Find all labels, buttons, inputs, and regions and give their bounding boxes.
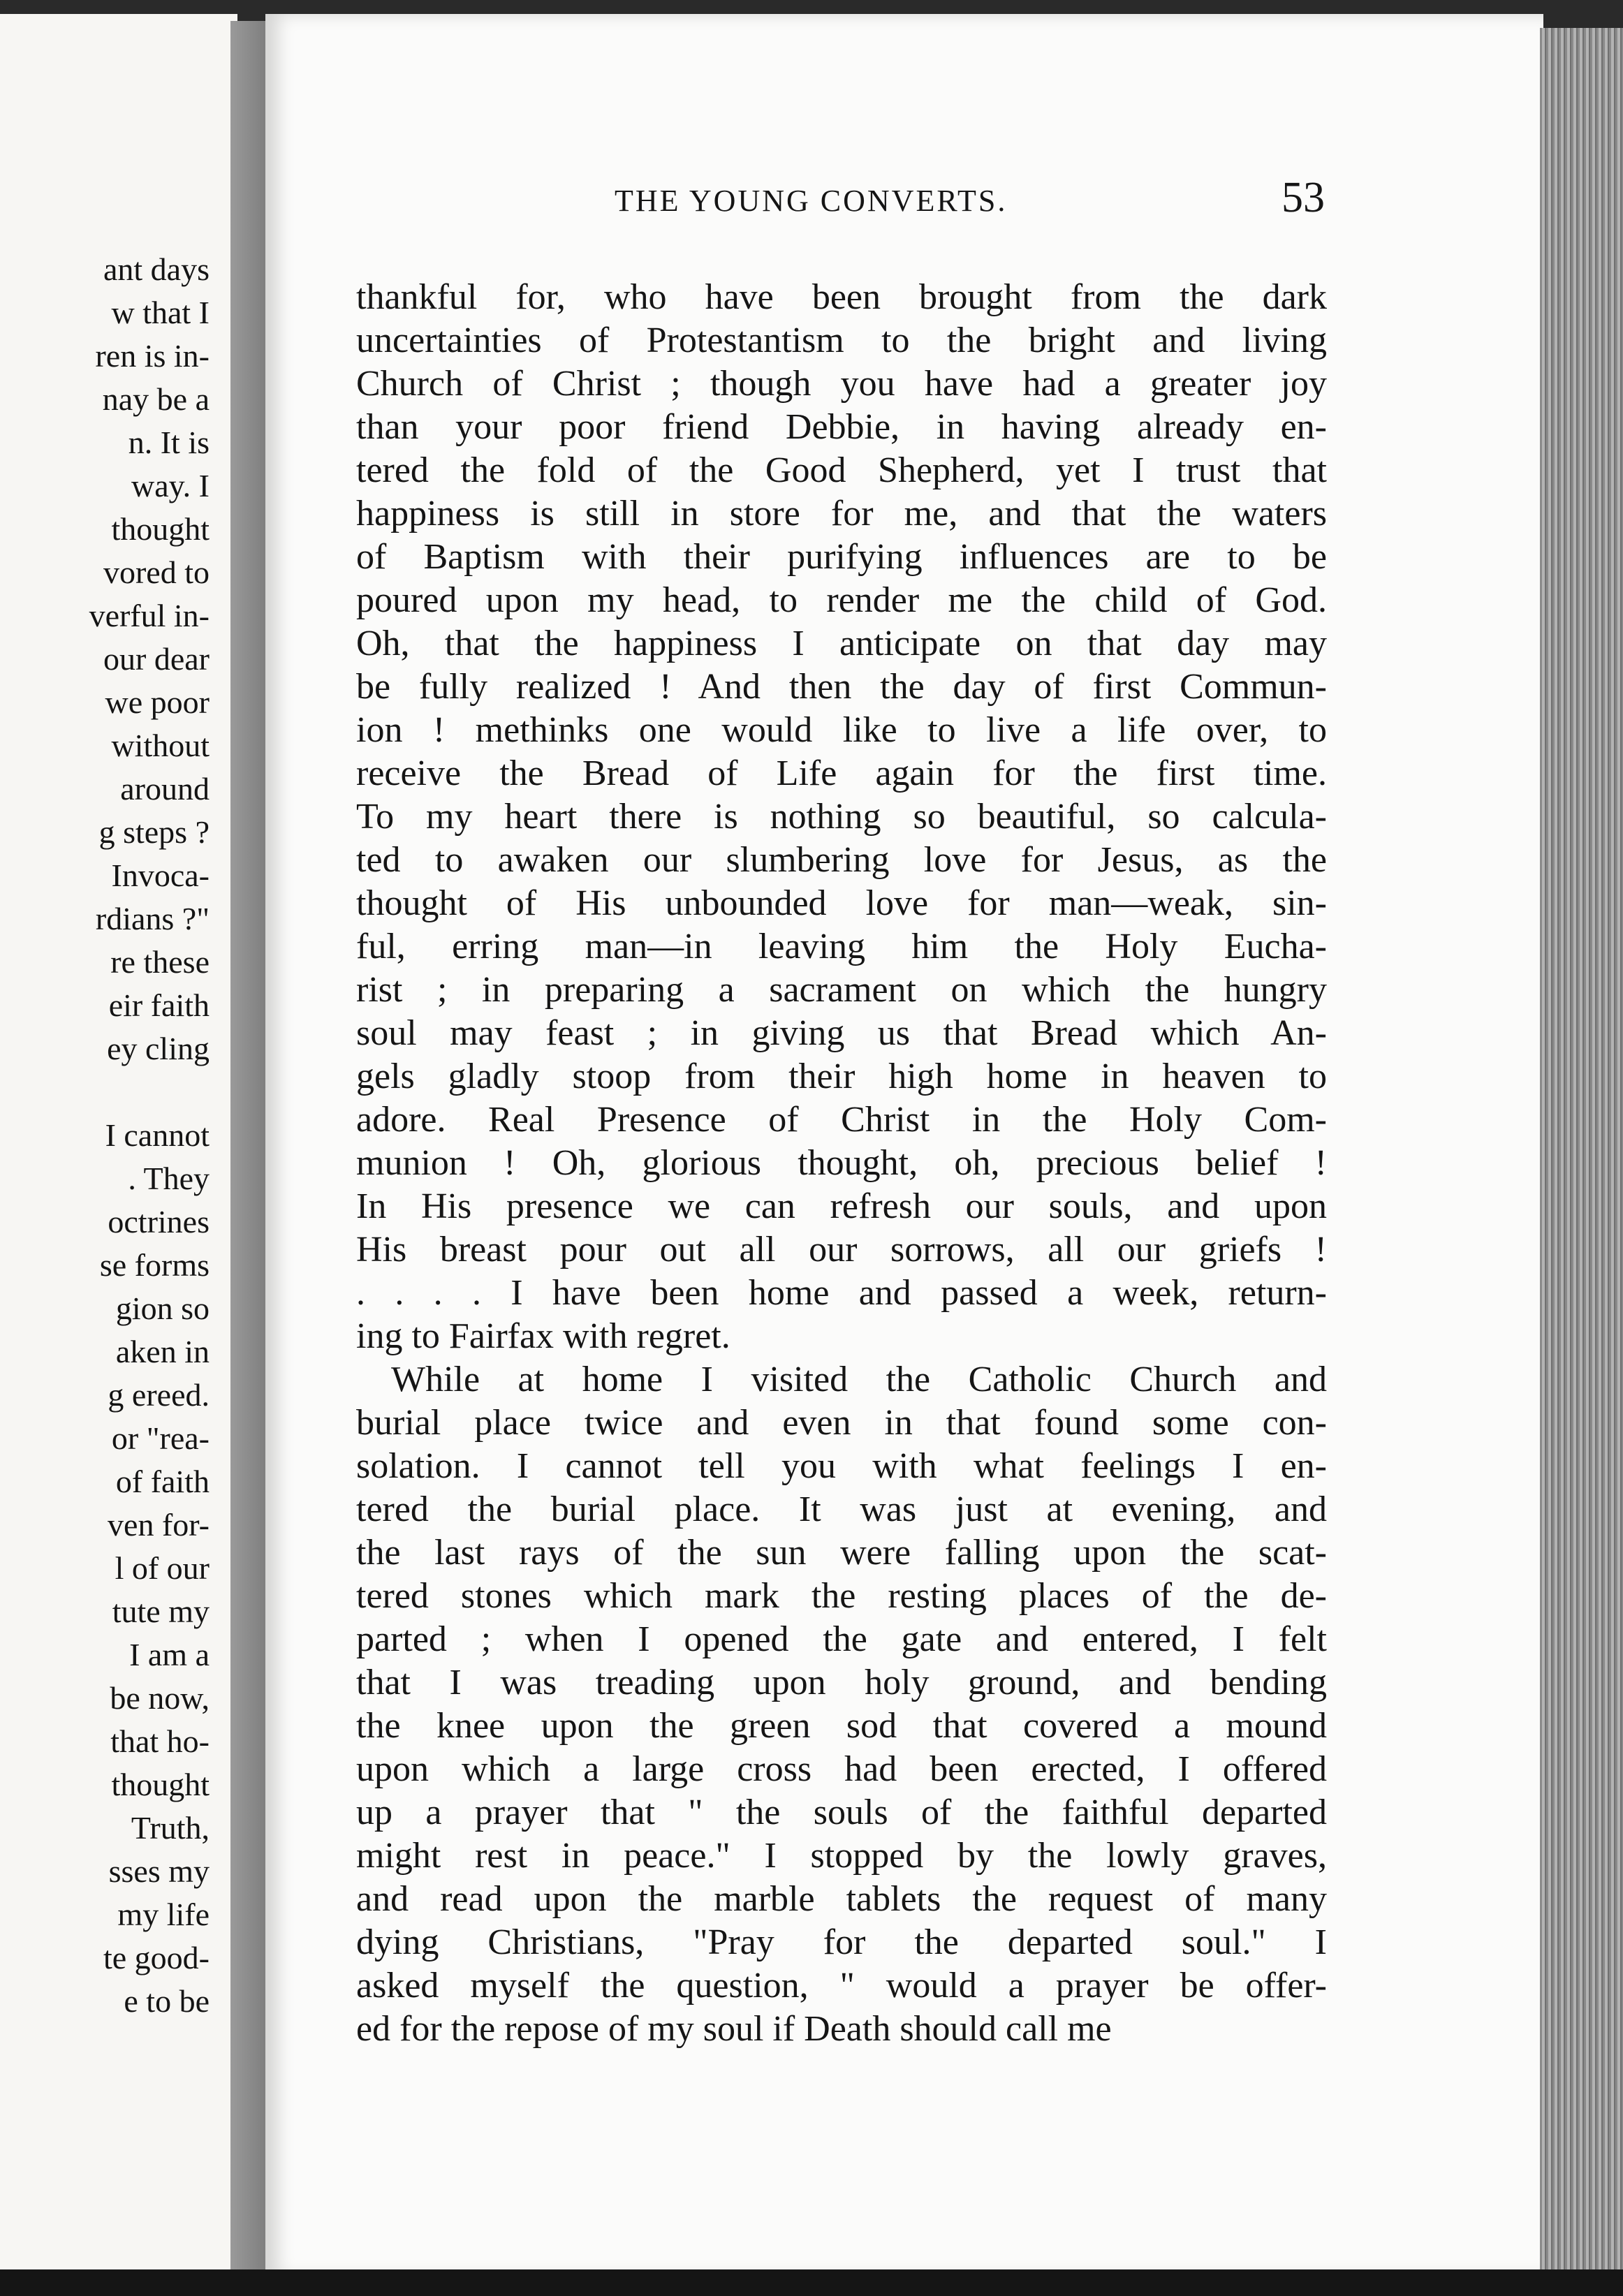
left-page-line: g ereed. bbox=[108, 1377, 210, 1413]
left-page-line: ant days bbox=[103, 251, 210, 287]
left-page-line: ren is in- bbox=[95, 338, 210, 374]
left-page-line: ey cling bbox=[107, 1031, 210, 1066]
left-page-line: tute my bbox=[112, 1594, 210, 1629]
text-line: happiness is still in store for me, and that the waters bbox=[356, 494, 1327, 533]
left-page-line: vored to bbox=[103, 554, 210, 590]
text-line: While at home I visited the Catholic Church and bbox=[391, 1360, 1327, 1399]
left-page-line: n. It is bbox=[128, 425, 210, 460]
left-page-line: my life bbox=[117, 1897, 210, 1932]
text-line: burial place twice and even in that found some con- bbox=[356, 1403, 1327, 1443]
left-page-line: be now, bbox=[110, 1680, 210, 1716]
text-line: than your poor friend Debbie, in having already en- bbox=[356, 407, 1327, 447]
left-page-line: verful in- bbox=[89, 598, 210, 633]
text-line: that I was treading upon holy ground, and bending bbox=[356, 1663, 1327, 1702]
body-text bbox=[356, 276, 1327, 2051]
left-page-line: that ho- bbox=[110, 1723, 210, 1759]
text-line: ion ! methinks one would like to live a life over, to bbox=[356, 710, 1327, 750]
left-page-line: I am a bbox=[129, 1637, 210, 1672]
left-page-line: aken in bbox=[115, 1334, 210, 1369]
text-line: ing to Fairfax with regret. bbox=[356, 1316, 730, 1356]
text-line: solation. I cannot tell you with what feelings I en- bbox=[356, 1446, 1327, 1486]
left-page-line: eir faith bbox=[108, 987, 210, 1023]
text-line: and read upon the marble tablets the request of many bbox=[356, 1879, 1327, 1919]
text-line: gels gladly stoop from their high home in heaven to bbox=[356, 1057, 1327, 1096]
left-page-text bbox=[0, 248, 210, 2023]
left-page-line: re these bbox=[110, 944, 210, 980]
page-number: 53 bbox=[1281, 174, 1325, 221]
text-line: ful, erring man—in leaving him the Holy Eucha- bbox=[356, 927, 1327, 966]
left-page-line: Invoca- bbox=[111, 858, 210, 893]
text-line: munion ! Oh, glorious thought, oh, precious belief ! bbox=[356, 1143, 1327, 1183]
text-line: . . . . I have been home and passed a week, return- bbox=[356, 1273, 1327, 1313]
text-line: asked myself the question, " would a prayer be offer- bbox=[356, 1966, 1327, 2006]
text-line: thought of His unbounded love for man—weak, sin- bbox=[356, 883, 1327, 923]
text-line: tered the burial place. It was just at evening, and bbox=[356, 1489, 1327, 1529]
scan-bottom-edge bbox=[0, 2269, 1623, 2296]
text-line: upon which a large cross had been erected, I offered bbox=[356, 1749, 1327, 1789]
left-page-line: sses my bbox=[108, 1853, 210, 1889]
left-page bbox=[0, 14, 237, 2276]
text-line: tered stones which mark the resting places of the de- bbox=[356, 1576, 1327, 1616]
left-page-line: of faith bbox=[115, 1464, 210, 1499]
left-page-line: we poor bbox=[105, 684, 210, 720]
text-line: dying Christians, "Pray for the departed soul." I bbox=[356, 1922, 1327, 1962]
left-page-line: g steps ? bbox=[98, 814, 210, 850]
left-page-line: octrines bbox=[108, 1204, 210, 1239]
text-line: In His presence we can refresh our souls, and upon bbox=[356, 1186, 1327, 1226]
text-line: His breast pour out all our sorrows, all our griefs ! bbox=[356, 1230, 1327, 1270]
text-line: uncertainties of Protestantism to the bright and living bbox=[356, 321, 1327, 360]
text-line: Church of Christ ; though you have had a greater joy bbox=[356, 364, 1327, 404]
text-line: ted to awaken our slumbering love for Jesus, as the bbox=[356, 840, 1327, 880]
left-page-line: our dear bbox=[103, 641, 210, 677]
text-line: soul may feast ; in giving us that Bread which An- bbox=[356, 1013, 1327, 1053]
text-line: of Baptism with their purifying influences are to be bbox=[356, 537, 1327, 577]
left-page-line: way. I bbox=[131, 468, 210, 503]
left-page-line: ven for- bbox=[108, 1507, 210, 1543]
left-page-line: rdians ?" bbox=[95, 901, 210, 936]
left-page-line: se forms bbox=[99, 1247, 210, 1283]
text-line: the knee upon the green sod that covered a mound bbox=[356, 1706, 1327, 1746]
left-page-line: gion so bbox=[115, 1290, 210, 1326]
text-line: rist ; in preparing a sacrament on which the hungry bbox=[356, 970, 1327, 1010]
text-line: To my heart there is nothing so beautiful, so calcula- bbox=[356, 797, 1327, 837]
text-line: adore. Real Presence of Christ in the Holy Com- bbox=[356, 1100, 1327, 1140]
text-line: ed for the repose of my soul if Death should call me bbox=[356, 2009, 1112, 2049]
left-page-line bbox=[0, 1070, 210, 1114]
text-line: be fully realized ! And then the day of first Commun- bbox=[356, 667, 1327, 707]
text-line: parted ; when I opened the gate and entered, I felt bbox=[356, 1619, 1327, 1659]
text-line: Oh, that the happiness I anticipate on that day may bbox=[356, 624, 1327, 663]
text-line: might rest in peace." I stopped by the lowly graves, bbox=[356, 1836, 1327, 1876]
left-page-line: thought bbox=[111, 1767, 210, 1802]
text-line: tered the fold of the Good Shepherd, yet I trust that bbox=[356, 450, 1327, 490]
left-page-line: I cannot bbox=[105, 1117, 210, 1153]
left-page-line: thought bbox=[111, 511, 210, 547]
left-page-line: without bbox=[111, 728, 210, 763]
text-line: up a prayer that " the souls of the faithful departed bbox=[356, 1793, 1327, 1832]
text-line: receive the Bread of Life again for the first time. bbox=[356, 753, 1327, 793]
left-page-line: e to be bbox=[124, 1983, 210, 2019]
left-page-line: . They bbox=[128, 1161, 210, 1196]
left-page-line: w that I bbox=[111, 295, 210, 330]
left-page-line: or "rea- bbox=[111, 1420, 210, 1456]
text-line: thankful for, who have been brought from the dark bbox=[356, 277, 1327, 317]
left-page-line: l of our bbox=[115, 1550, 210, 1586]
left-page-line: nay be a bbox=[102, 381, 210, 417]
text-line: poured upon my head, to render me the child of God. bbox=[356, 580, 1327, 620]
running-header: THE YOUNG CONVERTS. bbox=[615, 184, 1008, 218]
left-page-line: Truth, bbox=[131, 1810, 210, 1846]
text-line: the last rays of the sun were falling upon the scat- bbox=[356, 1533, 1327, 1573]
page-edges bbox=[1540, 28, 1623, 2283]
left-page-line: te good- bbox=[103, 1940, 210, 1975]
left-page-line: around bbox=[120, 771, 210, 807]
